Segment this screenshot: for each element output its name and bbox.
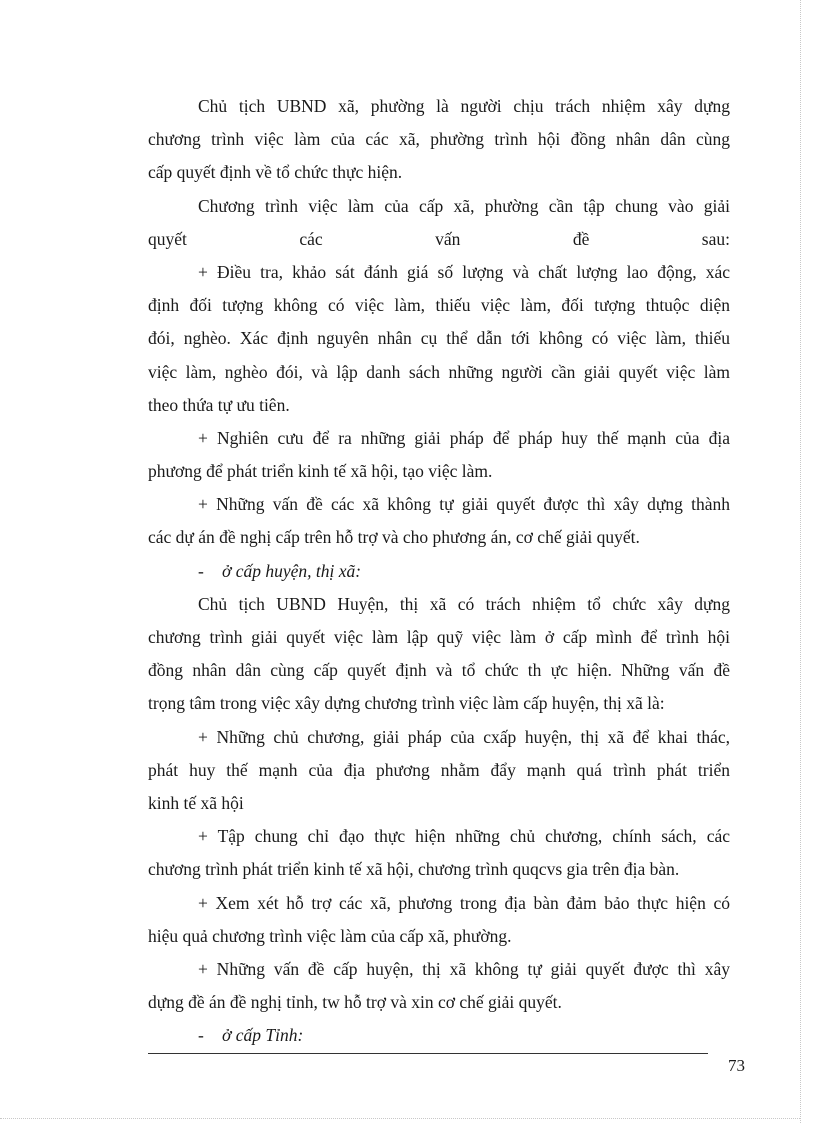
text-line: quyết các vấn đề sau: [148, 228, 730, 249]
text-line: Chủ tịch UBND xã, phường là người chịu trách nhiệm xây dựng [198, 96, 730, 116]
subheading-dash: - [198, 1025, 204, 1046]
page-number: 73 [728, 1056, 745, 1075]
text-line: định đối tượng không có việc làm, thiếu việc làm, đối tượng thtuộc diện [148, 295, 730, 316]
subheading-dash: - [198, 560, 204, 581]
document-body [148, 90, 730, 1052]
text-line: chương trình giải quyết việc làm lập quỹ việc làm ở cấp mình để trình hội [148, 627, 730, 647]
text-line: trọng tâm trong việc xây dựng chương trình việc làm cấp huyện, thị xã là: [148, 693, 665, 714]
page-bottom-border [0, 1118, 800, 1119]
text-line: + Những vấn đề cấp huyện, thị xã không tự giải quyết được thì xây [198, 958, 730, 979]
text-line: việc làm, nghèo đói, và lập danh sách những người cần giải quyết việc làm [148, 361, 730, 382]
text-line: phát huy thế mạnh của địa phương nhằm đẩy mạnh quá trình phát triển [148, 759, 730, 780]
text-line: dựng đề án đề nghị tỉnh, tw hỗ trợ và xin cơ chế giải quyết. [148, 992, 562, 1013]
text-line: kinh tế xã hội [148, 792, 244, 813]
text-line: cấp quyết định về tổ chức thực hiện. [148, 162, 403, 183]
footer-rule [148, 1053, 708, 1054]
text-line: chương trình việc làm của các xã, phường trình hội đồng nhân dân cùng [148, 129, 730, 150]
text-line: đói, nghèo. Xác định nguyên nhân cụ thể dẫn tới không có việc làm, thiếu [148, 328, 730, 349]
text-line: + Nghiên cưu để ra những giải pháp để pháp huy thế mạnh của địa [198, 427, 730, 448]
subheading-text: ở cấp huyện, thị xã: [222, 560, 362, 581]
text-line: chương trình phát triển kinh tế xã hội, chương trình quqcvs gia trên địa bàn. [148, 859, 680, 880]
section-subheading [148, 555, 730, 588]
text-line: + Những vấn đề các xã không tự giải quyết được thì xây dựng thành [198, 494, 730, 515]
text-line: + Điều tra, khảo sát đánh giá số lượng và chất lượng lao động, xác [198, 261, 730, 282]
page-right-border [800, 0, 801, 1123]
text-line: Chủ tịch UBND Huyện, thị xã có trách nhiệm tổ chức xây dựng [198, 593, 730, 614]
text-line: + Tập chung chỉ đạo thực hiện những chủ chương, chính sách, các [198, 826, 730, 847]
subheading-text: ở cấp Tỉnh: [222, 1025, 304, 1046]
text-line: hiệu quả chương trình việc làm của cấp xã, phường. [148, 925, 512, 946]
text-line: + Những chủ chương, giải pháp của cxấp huyện, thị xã để khai thác, [198, 726, 730, 747]
text-line: Chương trình việc làm của cấp xã, phường cần tập chung vào giải [198, 195, 730, 216]
section-subheading [148, 1019, 730, 1052]
text-line: theo thứa tự ưu tiên. [148, 394, 290, 415]
text-line: + Xem xét hỗ trợ các xã, phương trong địa bàn đảm bảo thực hiện có [198, 892, 730, 913]
text-line: phương để phát triển kinh tế xã hội, tạo việc làm. [148, 461, 493, 482]
text-line: các dự án đề nghị cấp trên hỗ trợ và cho phương án, cơ chế giải quyết. [148, 527, 640, 548]
text-line: đồng nhân dân cùng cấp quyết định và tổ chức th ực hiện. Những vấn đề [148, 660, 730, 681]
